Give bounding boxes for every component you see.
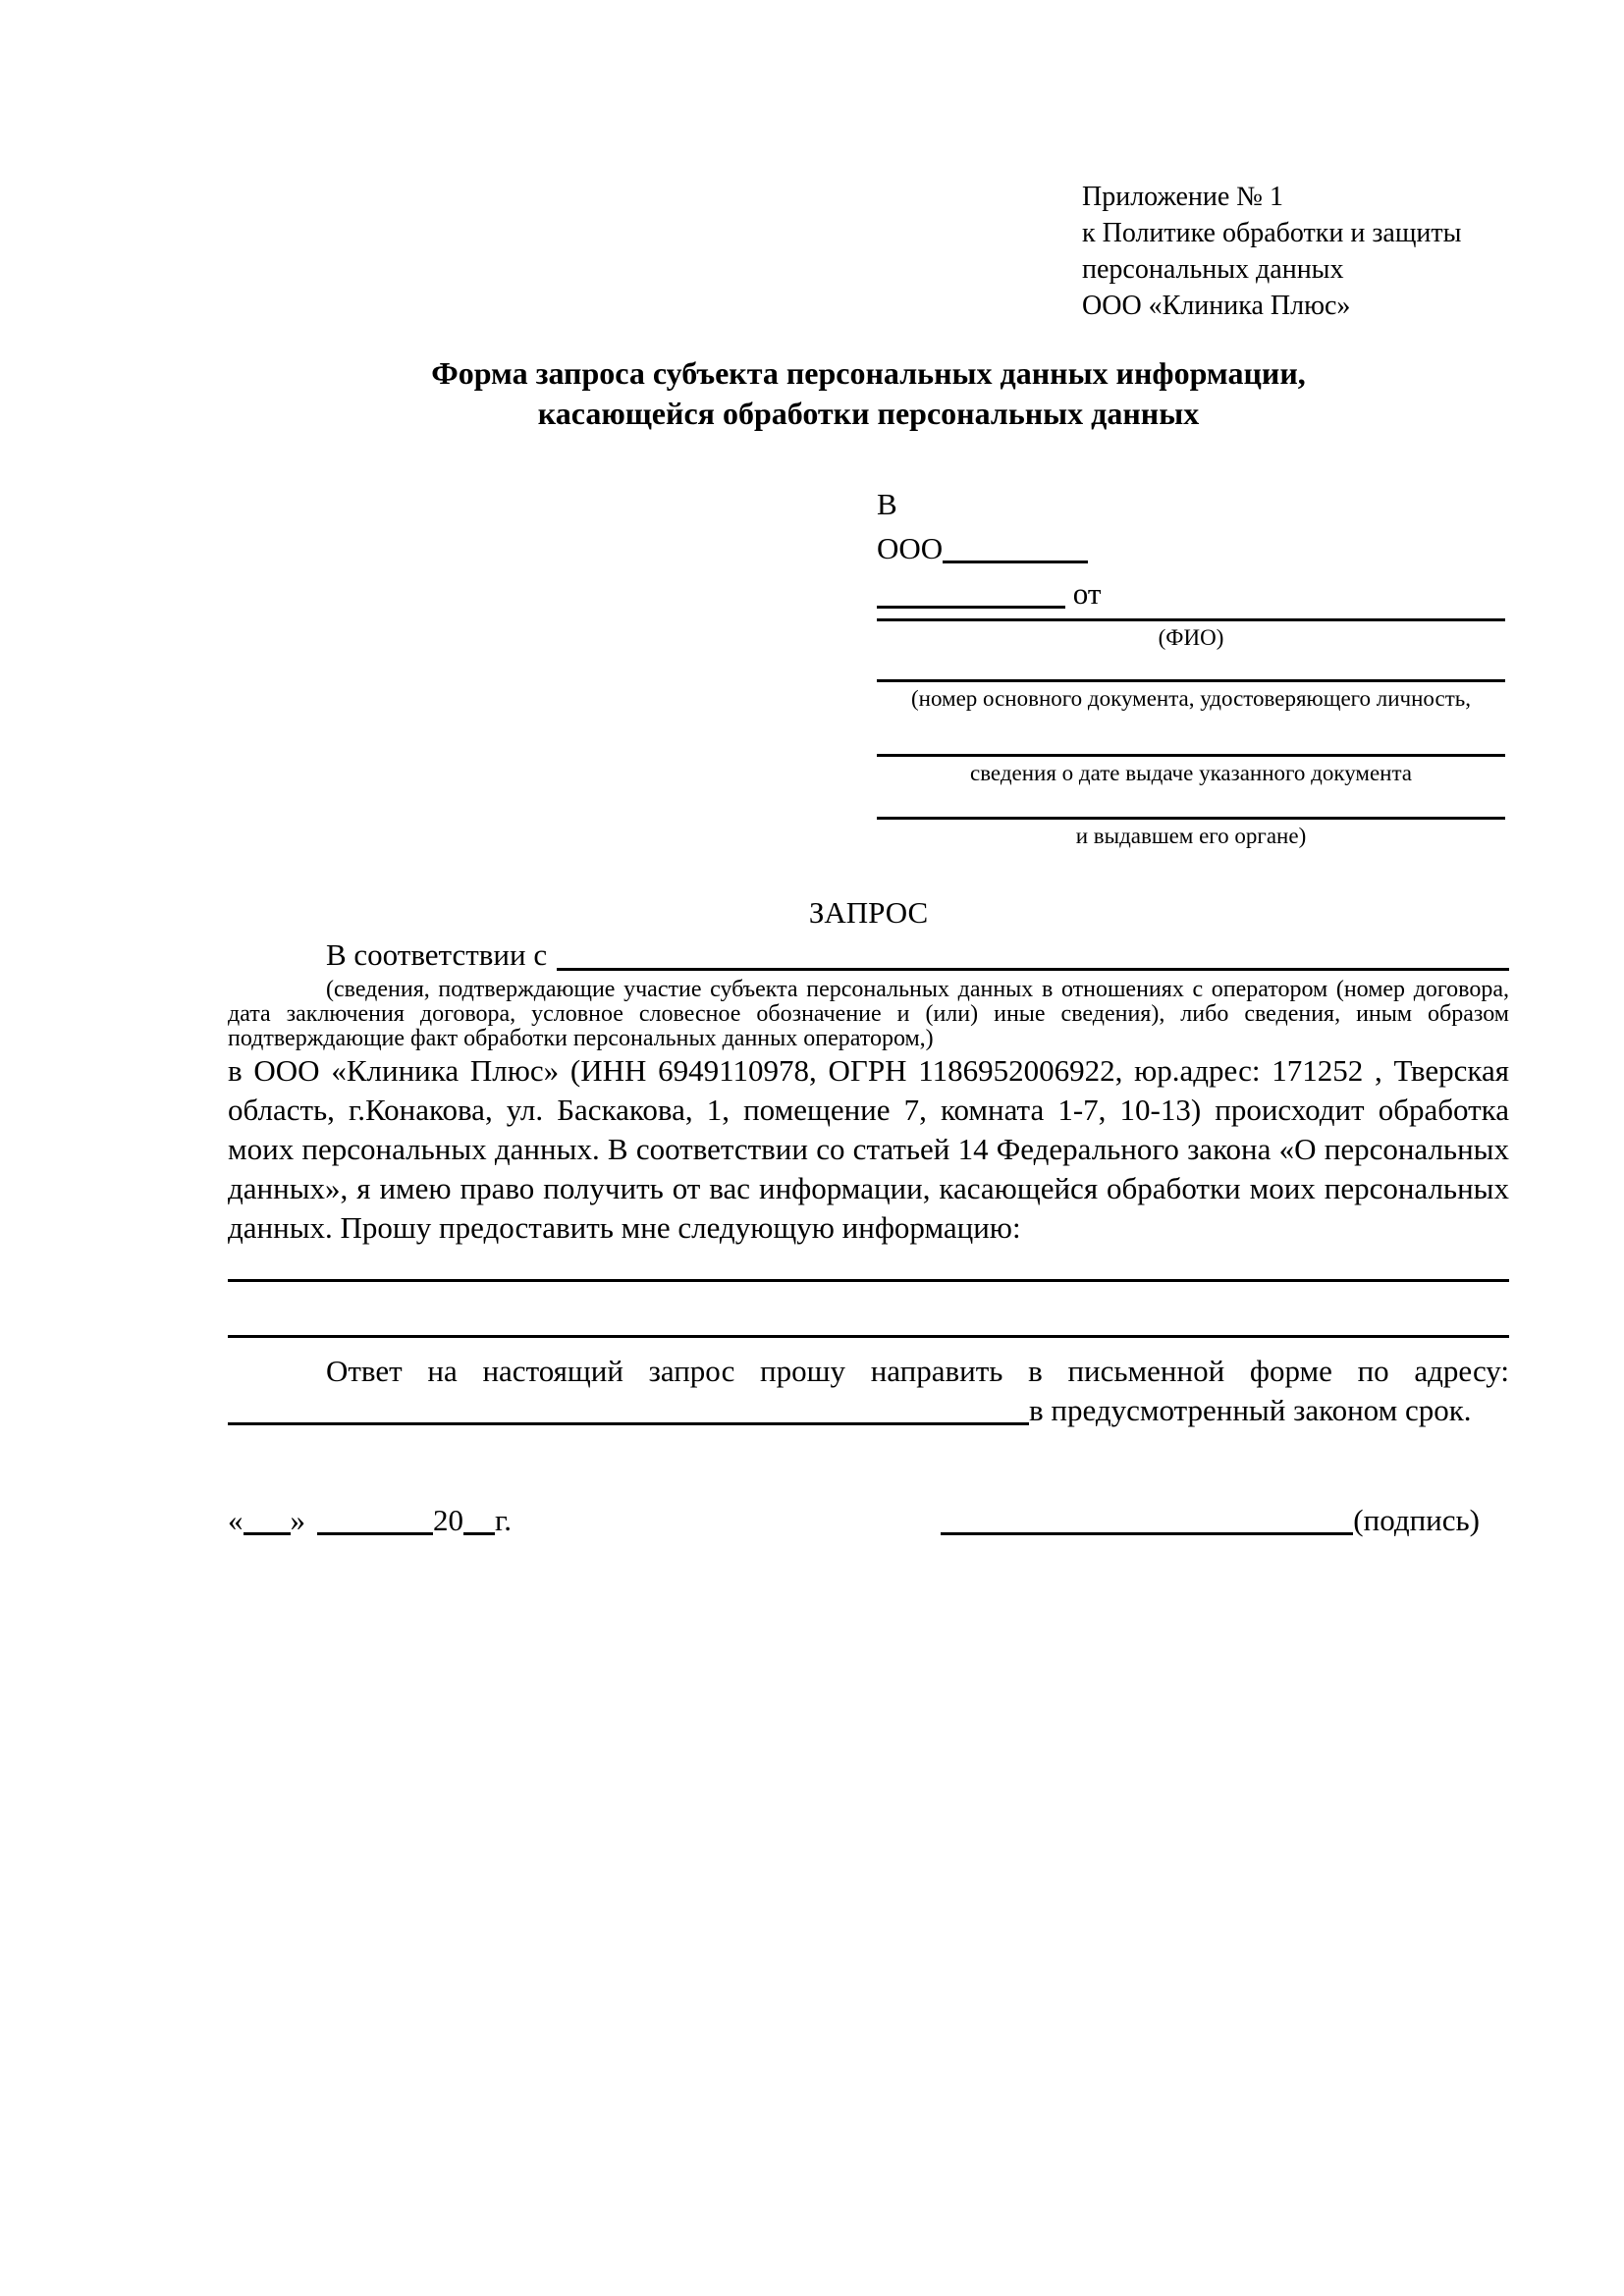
org-label: ООО [877,531,944,565]
reply-suffix: в предусмотренный законом срок. [1029,1393,1472,1427]
appendix-line: Приложение № 1 [1082,182,1283,212]
from-label: от [1072,576,1102,611]
appendix-line: персональных данных [1082,254,1344,285]
year-suffix: г. [495,1503,512,1537]
doc-number-blank-line [877,650,1505,682]
doc-date-blank-line [877,724,1505,757]
info-blank-line-2 [228,1335,1509,1338]
addressee-org-row [877,530,1505,566]
intro-line [228,934,1509,976]
intro-prefix: В соответствии с [326,937,548,972]
document-title [228,353,1509,434]
note-text: (сведения, подтверждающие участие субъекта персональных данных в отношениях с оператором (номер договора, дата заключения договора, условное словесное обозначение и (или) иные сведения), либо сведения, иным образом подтверждающие факт обработки персональных данных оператором,) [228,977,1509,1051]
title-line-1: Форма запроса субъекта персональных данных информации, [431,355,1306,391]
title-line-2: касающейся обработки персональных данных [537,396,1200,431]
request-body [228,934,1509,1540]
reply-paragraph [228,1352,1509,1430]
month-blank [317,1502,433,1535]
basis-blank [557,934,1509,971]
appendix-block [1082,179,1461,324]
reply-address-blank [228,1392,1029,1425]
footer-row [228,1501,1509,1540]
to-label: В [877,487,897,521]
signature-line [941,1501,1480,1540]
day-blank [244,1502,291,1535]
year-prefix: 20 [433,1503,463,1537]
request-heading: ЗАПРОС [808,895,929,930]
signature-blank [941,1502,1353,1535]
fio-caption: (ФИО) [1158,625,1224,650]
doc-caption-1: (номер основного документа, удостоверяющего личность, [910,686,1471,711]
date-line [228,1501,512,1540]
addressee-to-row [877,487,1505,522]
info-blank-line-1 [228,1279,1509,1282]
date-quote-close: » [290,1503,305,1537]
appendix-line: к Политике обработки и защиты [1082,218,1462,248]
year-blank [463,1502,495,1535]
signature-caption: (подпись) [1353,1503,1480,1537]
org-name-blank [943,530,1088,563]
reply-prefix: Ответ на настоящий запрос прошу направить в письменной форме по адресу: [326,1354,1509,1388]
body-paragraph: в ООО «Клиника Плюс» (ИНН 6949110978, ОГРН 1186952006922, юр.адрес: 171252 , Тверская область, г.Конакова, ул. Баскакова, 1, помещение 7, комната 1-7, 10-13) происходит обработка моих персональных данных. В соответствии со статьей 14 Федерального закона «О персональных данных», я имею право получить от вас информации, касающейся обработки моих персональных данных. Прошу предоставить мне следующую информацию: [228,1053,1509,1245]
appendix-line: ООО «Клиника Плюс» [1082,291,1351,321]
doc-caption-2: сведения о дате выдаче указанного документа [969,761,1413,785]
doc-issuer-blank-line [877,787,1505,820]
fio-blank-line [877,587,1505,621]
doc-caption-3: и выдавшем его органе) [1075,824,1307,848]
date-quote-open: « [228,1503,244,1537]
